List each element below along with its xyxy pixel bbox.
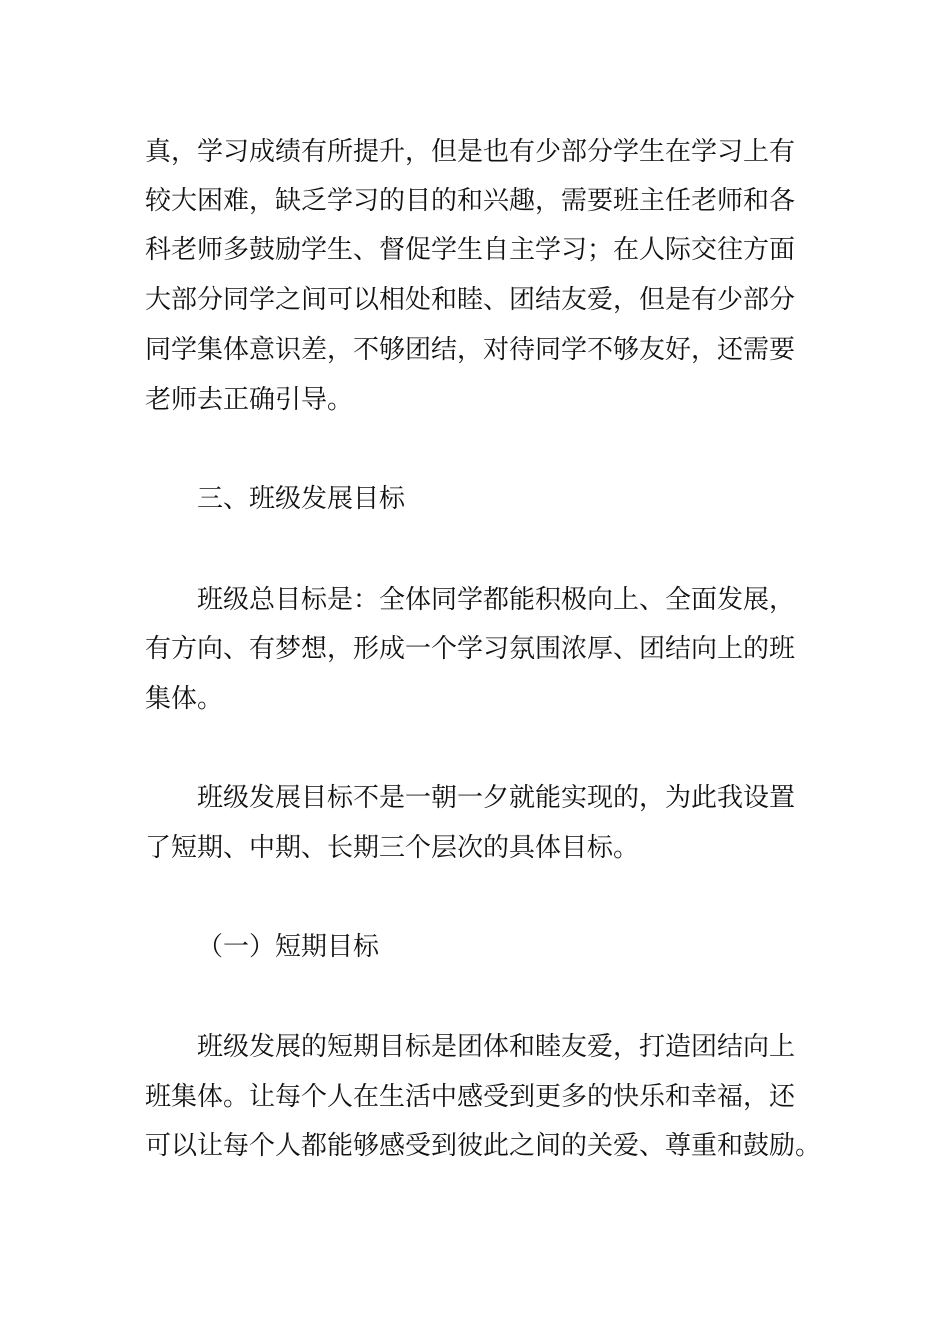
paragraph-line: 班级总目标是：全体同学都能积极向上、全面发展， <box>197 585 796 615</box>
section-heading: 三、班级发展目标 <box>197 484 406 514</box>
paragraph-line: 老师去正确引导。 <box>145 385 354 415</box>
paragraph-line: 较大困难，缺乏学习的目的和兴趣，需要班主任老师和各 <box>145 186 796 216</box>
subsection-heading: （一）短期目标 <box>197 932 380 962</box>
paragraph-line: 可以让每个人都能够感受到彼此之间的关爱、尊重和鼓励。 <box>145 1131 822 1161</box>
paragraph-line: 真，学习成绩有所提升，但是也有少部分学生在学习上有 <box>145 137 796 167</box>
paragraph-line: 同学集体意识差，不够团结，对待同学不够友好，还需要 <box>145 335 796 365</box>
paragraph-line: 集体。 <box>145 684 224 714</box>
paragraph-line: 班集体。让每个人在生活中感受到更多的快乐和幸福，还 <box>145 1082 796 1112</box>
paragraph-line: 科老师多鼓励学生、督促学生自主学习；在人际交往方面 <box>145 235 796 265</box>
paragraph-line: 有方向、有梦想，形成一个学习氛围浓厚、团结向上的班 <box>145 634 796 664</box>
paragraph-line: 班级发展的短期目标是团体和睦友爱，打造团结向上 <box>197 1032 796 1062</box>
paragraph-line: 大部分同学之间可以相处和睦、团结友爱，但是有少部分 <box>145 285 796 315</box>
paragraph-line: 了短期、中期、长期三个层次的具体目标。 <box>145 833 640 863</box>
paragraph-line: 班级发展目标不是一朝一夕就能实现的，为此我设置 <box>197 783 796 813</box>
